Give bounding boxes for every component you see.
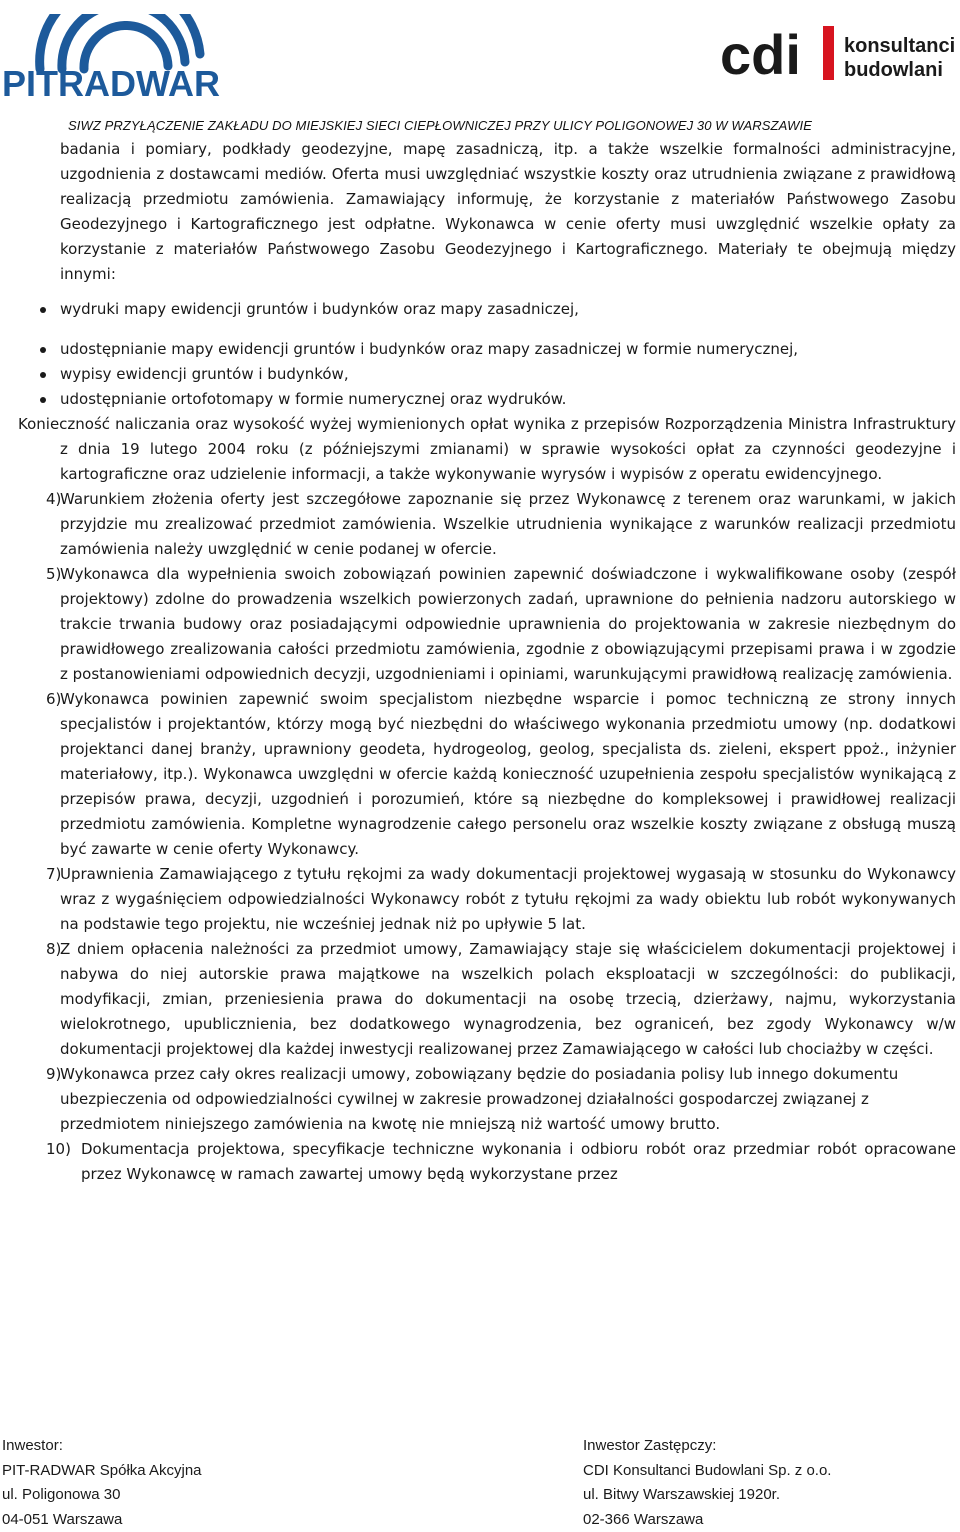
numbered-item (0, 487, 960, 562)
svg-text:konsultanci: konsultanci (844, 35, 955, 57)
investor-city: 04-051 Warszawa (2, 1508, 202, 1532)
investor-block (2, 1434, 202, 1532)
item-text: Wykonawca powinien zapewnić swoim specjalistom niezbędne wsparcie i pomoc techniczną ze strony innych specjalistów i projektantów, którzy mogą być niezbędni do właściwego wykonania przedmiotu umowy (np. dodatkowi projektanci danej branży, uprawniony geodeta, hydrogeolog, geolog, specjalista ds. zieleni, ekspert ppoż., inżynier materiałowy, itp.). Wykonawca uwzględni w ofercie każdą konieczność uzupełnienia zespołu specjalistów wynikającą z przepisów prawa, decyzji, uzgodnień i porozumień, które są niezbędne do kompleksowej i prawidłowej realizacji przedmiotu zamówienia. Kompletne wynagrodzenie całego personelu oraz wszelkie koszty związane z obsługą muszą być zawarte w cenie oferty Wykonawcy. (60, 690, 956, 858)
numbered-item (0, 1137, 960, 1187)
numbered-item (0, 687, 960, 862)
item-text: Uprawnienia Zamawiającego z tytułu rękojmi za wady dokumentacji projektowej wygasają w stosunku do Wykonawcy wraz z wygaśnięciem odpowiedzialności Wykonawcy robót z tytułu rękojmi za wady obiektu lub robót wykonywanych na podstawie tego projektu, nie wcześniej jednak niż po upływie 5 lat. (60, 865, 956, 933)
substitute-investor-name: CDI Konsultanci Budowlani Sp. z o.o. (583, 1459, 831, 1484)
numbered-item (0, 937, 960, 1062)
numbered-item (0, 862, 960, 937)
cdi-logo (720, 22, 956, 86)
list-item: udostępnianie ortofotomapy w formie numerycznej oraz wydruków. (0, 387, 960, 412)
substitute-investor-label: Inwestor Zastępczy: (583, 1434, 831, 1459)
item-text: Warunkiem złożenia oferty jest szczegółowe zapoznanie się przez Wykonawcę z terenem oraz warunkami, w jakich przyjdzie mu zrealizować przedmiot zamówienia. Wszelkie utrudnienia wynikające z warunków realizacji przedmiotu zamówienia należy uwzględnić w cenie podanej w ofercie. (60, 490, 956, 558)
item-number: 10) (46, 1137, 71, 1162)
intro-paragraph: badania i pomiary, podkłady geodezyjne, mapę zasadniczą, itp. a także wszelkie formalności administracyjne, uzgodnienia z dostawcami mediów. Oferta musi uwzględniać wszystkie koszty oraz utrudnienia związane z prawidłową realizacją przedmiotu zamówienia. Zamawiający informuję, że korzystanie z materiałów Państwowego Zasobu Geodezyjnego i Kartograficznego jest odpłatne. Wykonawca w cenie oferty musi uwzględnić wszelkie opłaty za korzystanie z materiałów Państwowego Zasobu Geodezyjnego i Kartograficznego. Materiały te obejmują między innymi: (0, 137, 960, 287)
item-number: 5) (46, 562, 61, 587)
list-item: udostępnianie mapy ewidencji gruntów i budynków oraz mapy zasadniczej w formie numerycznej, (0, 337, 960, 362)
item-number: 8) (46, 937, 61, 962)
svg-text:cdi: cdi (720, 23, 801, 86)
document-subtitle: SIWZ PRZYŁĄCZENIE ZAKŁADU DO MIEJSKIEJ SIECI CIEPŁOWNICZEJ PRZY ULICY POLIGONOWEJ 30 W WARSZAWIE (68, 118, 960, 133)
item-text: Wykonawca przez cały okres realizacji umowy, zobowiązany będzie do posiadania polisy lub innego dokumentu ubezpieczenia od odpowiedzialności cywilnej w zakresie prowadzonej działalności gospodarczej związanej z przedmiotem niniejszego zamówienia na kwotę nie mniejszą niż wartość umowy brutto. (60, 1065, 898, 1133)
substitute-investor-block (583, 1434, 831, 1532)
list-item: wypisy ewidencji gruntów i budynków, (0, 362, 960, 387)
svg-text:budowlani: budowlani (844, 59, 943, 81)
substitute-investor-city: 02-366 Warszawa (583, 1508, 831, 1532)
bullet-icon (40, 397, 46, 403)
investor-name: PIT-RADWAR Spółka Akcyjna (2, 1459, 202, 1484)
bullet-icon (40, 347, 46, 353)
pitradwar-wordmark: PITRADWAR (2, 63, 220, 104)
numbered-item (0, 562, 960, 687)
item-text: Wykonawca dla wypełnienia swoich zobowiązań powinien zapewnić doświadczone i wykwalifikowane osoby (zespół projektowy) zdolne do prowadzenia wszelkich powierzonych zadań, uprawnione do pełnienia nadzoru autorskiego w trakcie trwania budowy oraz posiadającymi odpowiednie uprawnienia do projektowania w zakresie niezbędnym do prawidłowego zrealizowania całości przedmiotu zamówienia, zgodnie z obowiązującymi przepisami prawa i w zgodzie z postanowieniami odpowiednich decyzji, uzgodnieniami i opiniami, warunkującymi prawidłową realizację zamówienia. (60, 565, 956, 683)
item-number: 7) (46, 862, 61, 887)
document-body (0, 137, 960, 1187)
page-footer (0, 1434, 960, 1524)
item-text: Z dniem opłacenia należności za przedmiot umowy, Zamawiający staje się właścicielem dokumentacji projektowej i nabywa do niej autorskie prawa majątkowe na wszelkich polach eksploatacji w szczególności: do publikacji, modyfikacji, zmian, przeniesienia prawa do dokumentacji na osobę trzecią, dzierżawy, najmu, wykorzystania wielokrotnego, upublicznienia, bez dodatkowego wynagrodzenia, bez ograniceń, bez zgody Wykonawcy w/w dokumentacji projektowej dla każdej inwestycji realizowanej przez Zamawiającego w całości lub chociażby w części. (60, 940, 956, 1058)
item-number: 4) (46, 487, 61, 512)
numbered-item (0, 1062, 960, 1137)
fees-paragraph: Konieczność naliczania oraz wysokość wyżej wymienionych opłat wynika z przepisów Rozporządzenia Ministra Infrastruktury z dnia 19 lutego 2004 roku (z późniejszymi zmianami) w sprawie wysokości opłat za czynności geodezyjne i kartograficzne oraz udzielenie informacji, a także wykonywanie wyrysów i wypisów z operatu ewidencyjnego. (0, 412, 960, 487)
bullet-icon (40, 307, 46, 313)
item-number: 6) (46, 687, 61, 712)
list-item: wydruki mapy ewidencji gruntów i budynków oraz mapy zasadniczej, (0, 297, 960, 322)
pitradwar-logo (0, 14, 262, 104)
substitute-investor-street: ul. Bitwy Warszawskiej 1920r. (583, 1483, 831, 1508)
item-number: 9) (46, 1062, 61, 1087)
bullet-icon (40, 372, 46, 378)
investor-label: Inwestor: (2, 1434, 202, 1459)
investor-street: ul. Poligonowa 30 (2, 1483, 202, 1508)
item-text: Dokumentacja projektowa, specyfikacje techniczne wykonania i odbioru robót oraz przedmiar robót opracowane przez Wykonawcę w ramach zawartej umowy będą wykorzystane przez (81, 1140, 956, 1183)
